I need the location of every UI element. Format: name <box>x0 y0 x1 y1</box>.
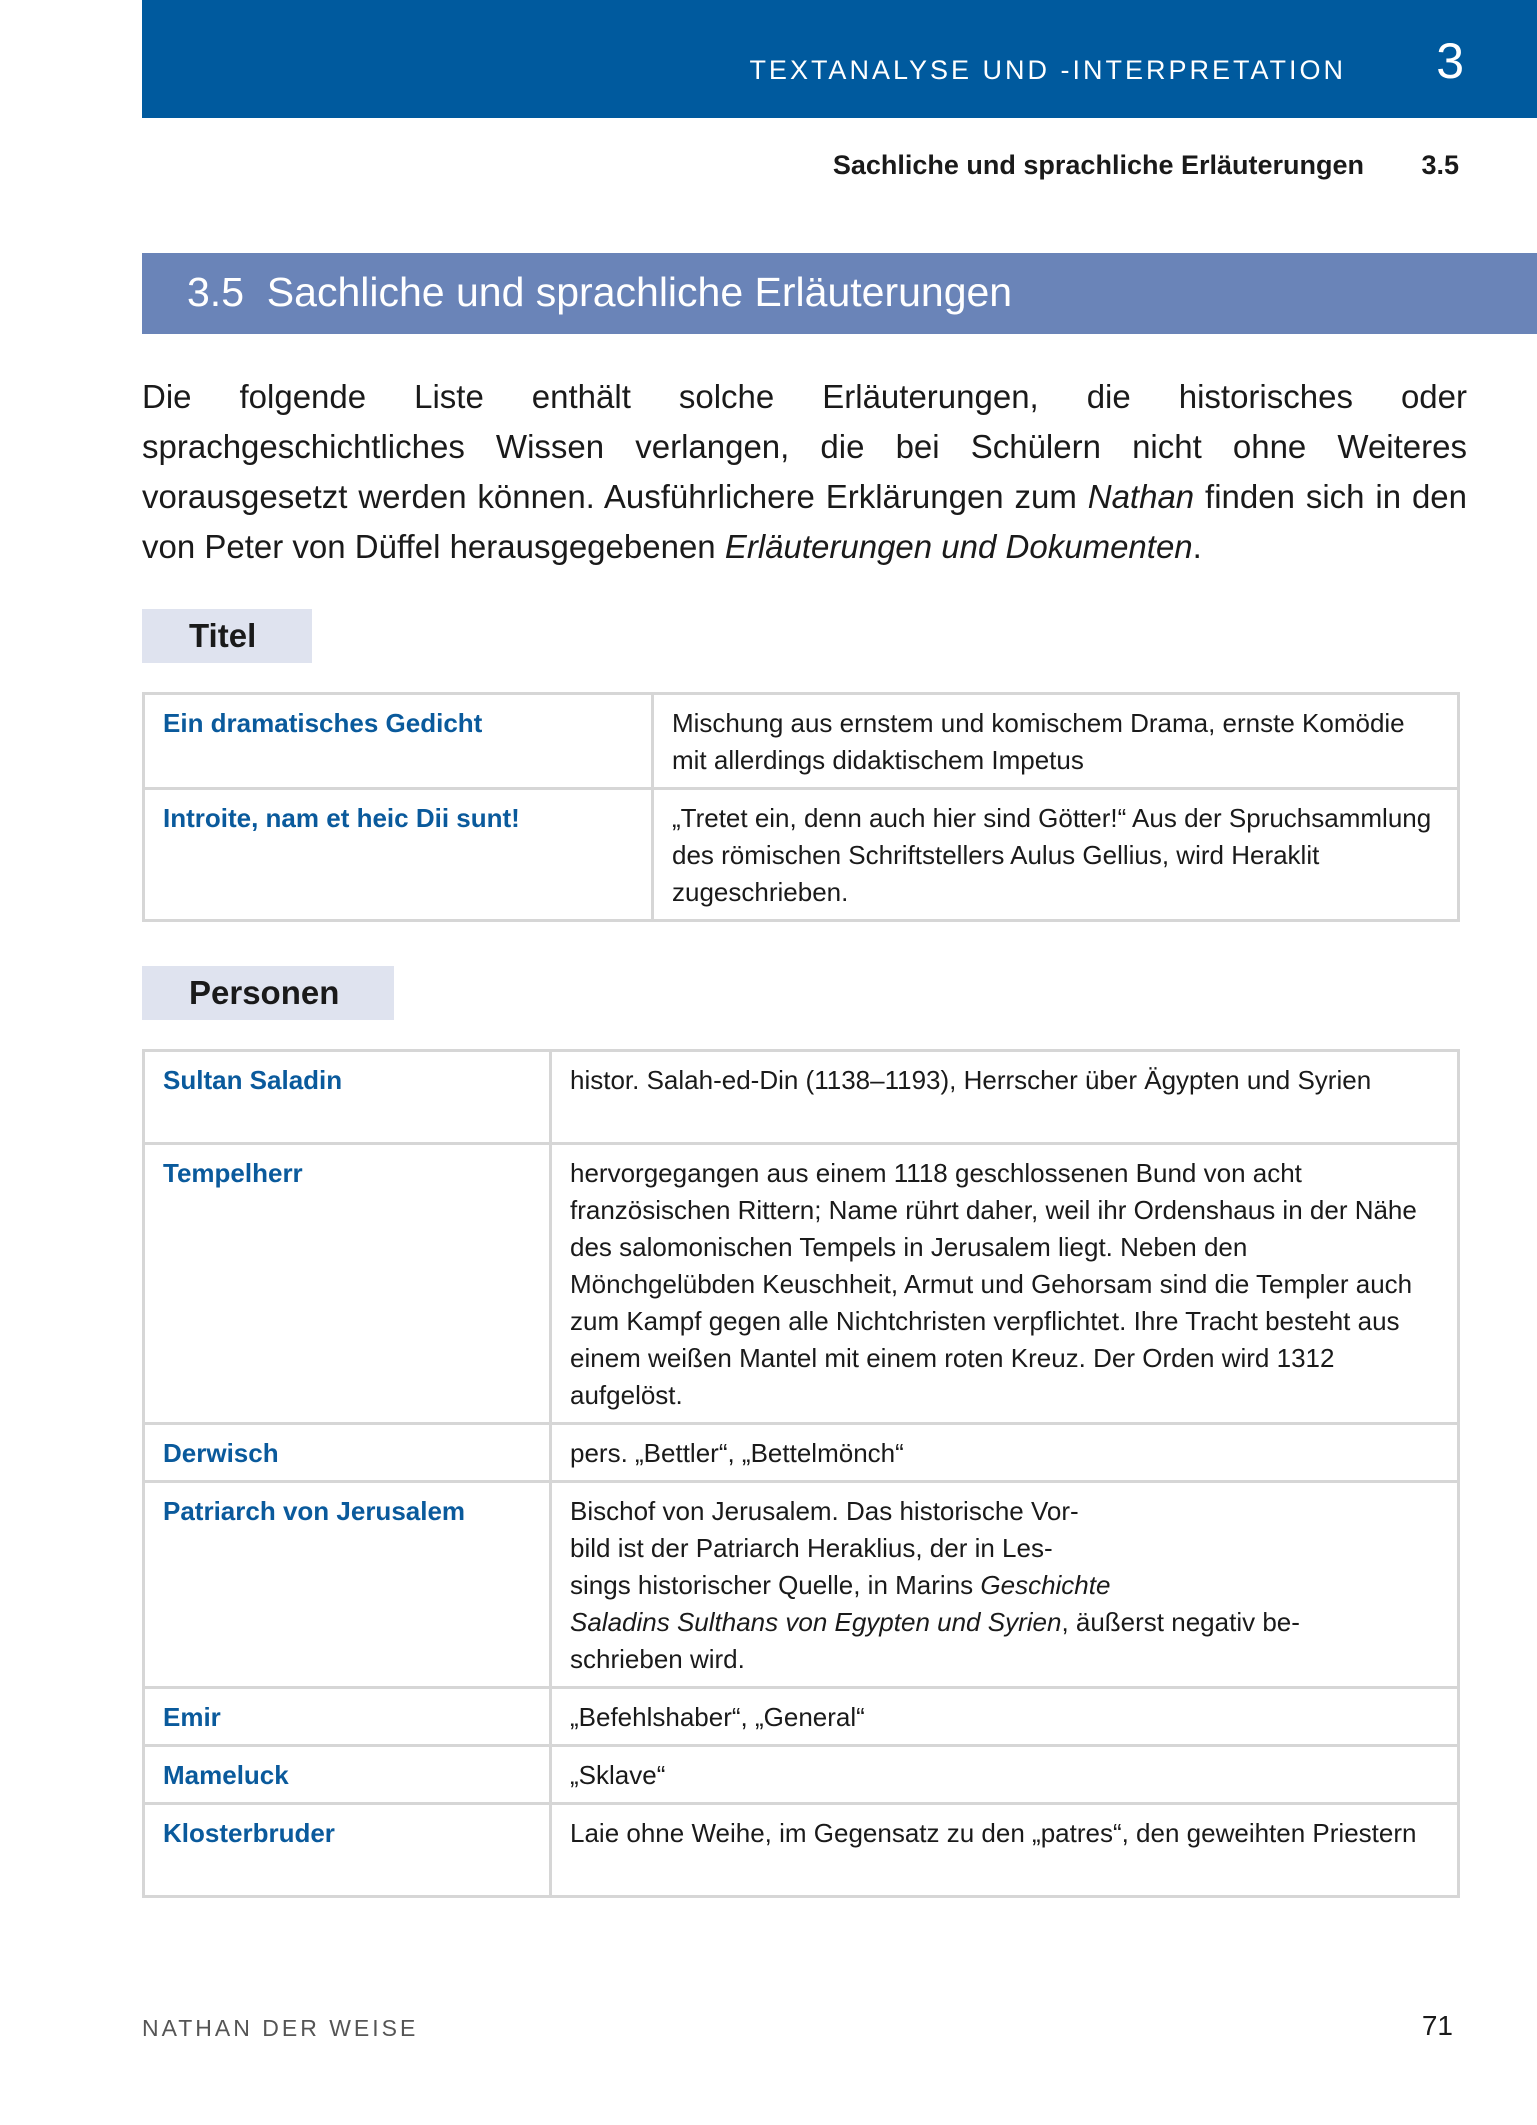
chapter-header-band <box>142 0 1537 118</box>
term: Klosterbruder <box>144 1804 551 1897</box>
table-row <box>144 1746 1459 1804</box>
table-row <box>144 789 1459 921</box>
term: Introite, nam et heic Dii sunt! <box>144 789 653 921</box>
term: Mameluck <box>144 1746 551 1804</box>
term: Ein dramatisches Gedicht <box>144 694 653 789</box>
description: histor. Salah-ed-Din (1138–1193), Herrscher über Ägypten und Syrien <box>551 1051 1459 1144</box>
section-number: 3.5 <box>187 269 244 315</box>
footer-book-title: NATHAN DER WEISE <box>142 2015 419 2041</box>
term: Patriarch von Jerusalem <box>144 1482 551 1688</box>
term: Tempelherr <box>144 1144 551 1424</box>
description-italic: Saladins Sulthans von Egypten und Syrien <box>570 1607 1062 1637</box>
description-line: Bischof von Jerusalem. Das historische Vor- <box>570 1496 1079 1526</box>
running-number: 3.5 <box>1421 150 1459 180</box>
intro-text: finden sich in den von Peter von Düffel herausgegebenen <box>142 478 1467 565</box>
intro-italic: Erläuterungen und Dokumenten <box>724 528 1193 565</box>
description-line: , äußerst negativ be- <box>1061 1607 1300 1637</box>
section-title: Sachliche und sprachliche Erläuterungen <box>266 269 1013 315</box>
description-line: schrieben wird. <box>570 1644 745 1674</box>
chapter-number: 3 <box>1436 33 1464 89</box>
section-heading <box>187 269 1012 316</box>
description-line: bild ist der Patriarch Heraklius, der in Les- <box>570 1533 1053 1563</box>
personen-heading: Personen <box>142 966 394 1020</box>
intro-text: Die folgende Liste enthält solche Erläuterungen, die historisches oder sprachgeschichtliches Wissen verlangen, die bei Schülern nicht ohne Weiteres vorausgesetzt werden können. Ausführlichere Erklärungen zum <box>142 378 1467 515</box>
term: Sultan Saladin <box>144 1051 551 1144</box>
page-number: 71 <box>1421 2010 1453 2041</box>
table-row <box>144 1804 1459 1897</box>
description: Laie ohne Weihe, im Gegensatz zu den „patres“, den geweihten Priestern <box>551 1804 1459 1897</box>
table-row <box>144 694 1459 789</box>
description-italic: Geschichte <box>980 1570 1111 1600</box>
description: „Tretet ein, denn auch hier sind Götter!“ Aus der Spruchsammlung des römischen Schriftstellers Aulus Gellius, wird Heraklit zugeschrieben. <box>653 789 1459 921</box>
personen-table <box>142 1049 1460 1898</box>
section-heading-bar <box>142 253 1537 334</box>
description: Mischung aus ernstem und komischem Drama, ernste Komödie mit allerdings didaktischem Impetus <box>653 694 1459 789</box>
table-row <box>144 1051 1459 1144</box>
description: pers. „Bettler“, „Bettelmönch“ <box>551 1424 1459 1482</box>
term: Derwisch <box>144 1424 551 1482</box>
table-row <box>144 1688 1459 1746</box>
chapter-title: TEXTANALYSE UND -INTERPRETATION <box>749 55 1346 85</box>
table-row <box>144 1482 1459 1688</box>
description-line: sings historischer Quelle, in Marins <box>570 1570 981 1600</box>
description: „Befehlshaber“, „General“ <box>551 1688 1459 1746</box>
titel-heading: Titel <box>142 609 312 663</box>
table-row <box>144 1424 1459 1482</box>
intro-italic: Nathan <box>1087 478 1195 515</box>
intro-text: . <box>1192 528 1202 565</box>
running-title: Sachliche und sprachliche Erläuterungen <box>832 150 1364 180</box>
description: hervorgegangen aus einem 1118 geschlossenen Bund von acht französischen Rittern; Name rührt daher, weil ihr Ordenshaus in der Nähe des salomonischen Tempels in Jerusalem liegt. Neben den Mönchgelübden Keuschheit, Armut und Gehorsam sind die Templer auch zum Kampf gegen alle Nichtchristen verpflichtet. Ihre Tracht besteht aus einem weißen Mantel mit einem roten Kreuz. Der Orden wird 1312 aufgelöst. <box>551 1144 1459 1424</box>
term: Emir <box>144 1688 551 1746</box>
description: „Sklave“ <box>551 1746 1459 1804</box>
table-row <box>144 1144 1459 1424</box>
titel-table <box>142 692 1460 922</box>
intro-paragraph <box>142 372 1467 572</box>
description <box>551 1482 1459 1688</box>
